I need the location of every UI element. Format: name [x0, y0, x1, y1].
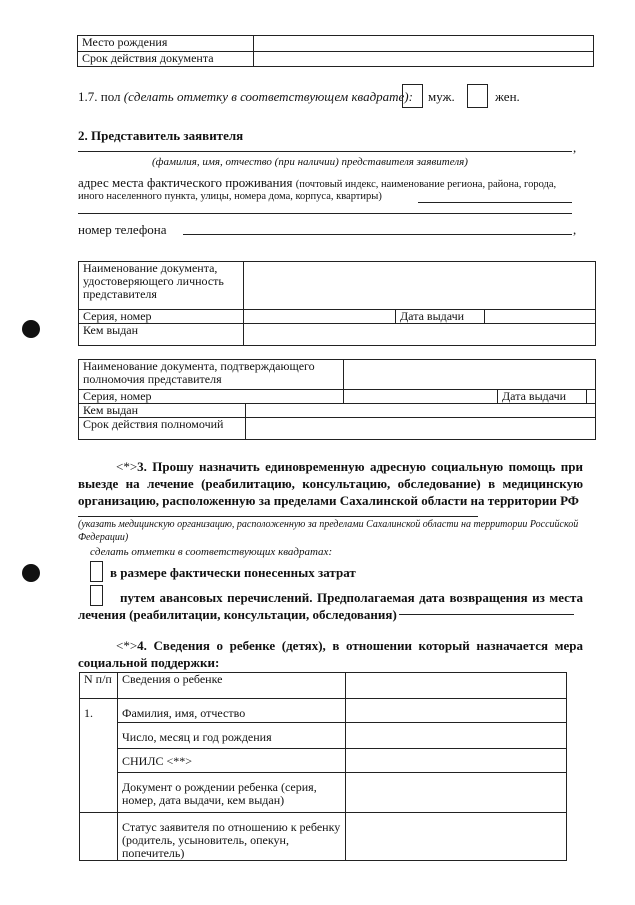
- address-label: адрес места фактического проживания: [78, 175, 293, 190]
- phone-label: номер телефона: [78, 222, 167, 237]
- auth-doc-issued-by-value[interactable]: [246, 404, 596, 418]
- female-label: жен.: [495, 89, 520, 104]
- id-doc-issue-date-value[interactable]: [485, 310, 596, 324]
- child-birth-document-label: Документ о рождении ребенка (серия, номер, дата выдачи, кем выдан): [118, 773, 346, 813]
- address-label-row: [78, 175, 556, 191]
- address-hint-1: (почтовый индекс, наименование региона, района, города,: [295, 179, 557, 190]
- birthplace-label: Место рождения: [78, 36, 254, 52]
- id-doc-series-value[interactable]: [244, 310, 396, 324]
- auth-doc-validity-label: Срок действия полномочий: [79, 418, 246, 440]
- auth-doc-issue-date-value[interactable]: [587, 390, 596, 404]
- section3-paragraph: [78, 458, 583, 509]
- male-label: муж.: [428, 89, 455, 104]
- punch-hole-top: [22, 320, 40, 338]
- section2-title: 2. Представитель заявителя: [78, 128, 244, 143]
- representative-name-line[interactable]: [78, 151, 572, 152]
- identity-document-table: [78, 261, 596, 346]
- auth-doc-series-label: Серия, номер: [79, 390, 344, 404]
- female-checkbox[interactable]: [467, 84, 488, 108]
- medical-org-line[interactable]: [78, 516, 478, 517]
- section4-paragraph: [78, 637, 583, 671]
- col-header-child-info: Сведения о ребенке: [118, 673, 346, 699]
- name-line-comma: ,: [573, 140, 577, 155]
- auth-doc-validity-value[interactable]: [246, 418, 596, 440]
- id-doc-issue-date-label: Дата выдачи: [396, 310, 485, 324]
- applicant-status-value[interactable]: [346, 813, 567, 861]
- child-birth-document-value[interactable]: [346, 773, 567, 813]
- id-doc-series-label: Серия, номер: [79, 310, 244, 324]
- applicant-status-label: Статус заявителя по отношению к ребенку (родитель, усыновитель, опекун, попечитель): [118, 813, 346, 861]
- id-doc-issued-by-value[interactable]: [244, 324, 596, 346]
- id-doc-issued-by-label: Кем выдан: [79, 324, 244, 346]
- document-validity-value[interactable]: [254, 52, 594, 67]
- actual-costs-checkbox[interactable]: [90, 561, 103, 582]
- child-snils-label: СНИЛС <**>: [118, 749, 346, 773]
- col-header-value: [346, 673, 567, 699]
- auth-doc-issue-date-label: Дата выдачи: [498, 390, 587, 404]
- auth-doc-name-label: Наименование документа, подтверждающего полномочия представителя: [79, 360, 344, 390]
- birthplace-value[interactable]: [254, 36, 594, 52]
- id-doc-name-value[interactable]: [244, 262, 596, 310]
- punch-hole-bottom: [22, 564, 40, 582]
- section4-title: 4. Сведения о ребенке (детях), в отношении который назначается мера социальной поддержки:: [78, 638, 583, 670]
- auth-doc-name-value[interactable]: [344, 360, 596, 390]
- child-fullname-label: Фамилия, имя, отчество: [118, 699, 346, 723]
- row-number: 1.: [80, 699, 118, 813]
- id-doc-name-label: Наименование документа, удостоверяющего личность представителя: [79, 262, 244, 310]
- auth-doc-issued-by-label: Кем выдан: [79, 404, 246, 418]
- section3-text: 3. Прошу назначить единовременную адресную социальную помощь при выезде на лечение (реабилитацию, консультацию, обследование) в медицинскую организацию, расположенную за пределами Сахалинской области на территории РФ: [78, 459, 583, 508]
- child-fullname-value[interactable]: [346, 699, 567, 723]
- phone-line-comma: ,: [573, 222, 577, 237]
- row-number-empty: [80, 813, 118, 861]
- child-birthdate-value[interactable]: [346, 723, 567, 749]
- document-validity-label: Срок действия документа: [78, 52, 254, 67]
- section4-prefix: <*>: [116, 638, 138, 653]
- return-date-line[interactable]: [399, 614, 574, 615]
- representative-name-caption: (фамилия, имя, отчество (при наличии) представителя заявителя): [152, 156, 468, 168]
- male-checkbox[interactable]: [402, 84, 423, 108]
- mark-hint: сделать отметки в соответствующих квадратах:: [90, 546, 333, 558]
- address-line-1[interactable]: [418, 202, 572, 203]
- advance-payments-label: путем авансовых перечислений. Предполагаемая дата возвращения из места лечения (реабилитации, консультации, обследования): [78, 590, 583, 622]
- medical-org-caption: (указать медицинскую организацию, расположенную за пределами Сахалинской области на территории Российской Федерации): [78, 519, 579, 543]
- authority-document-table: [78, 359, 596, 440]
- gender-label: 1.7. пол: [78, 89, 124, 104]
- child-birthdate-label: Число, месяц и год рождения: [118, 723, 346, 749]
- child-snils-value[interactable]: [346, 749, 567, 773]
- birth-info-table: [77, 35, 594, 67]
- gender-hint: (сделать отметку в соответствующем квадрате):: [123, 89, 413, 104]
- gender-row: [78, 89, 413, 105]
- section3-prefix: <*>: [116, 459, 138, 474]
- children-table: [79, 672, 567, 861]
- auth-doc-series-value[interactable]: [344, 390, 498, 404]
- address-line-2[interactable]: [78, 213, 572, 214]
- col-header-number: N п/п: [80, 673, 118, 699]
- address-hint-2: иного населенного пункта, улицы, номера дома, корпуса, квартиры): [78, 191, 382, 202]
- actual-costs-label: в размере фактически понесенных затрат: [110, 565, 356, 580]
- phone-line[interactable]: [183, 234, 572, 235]
